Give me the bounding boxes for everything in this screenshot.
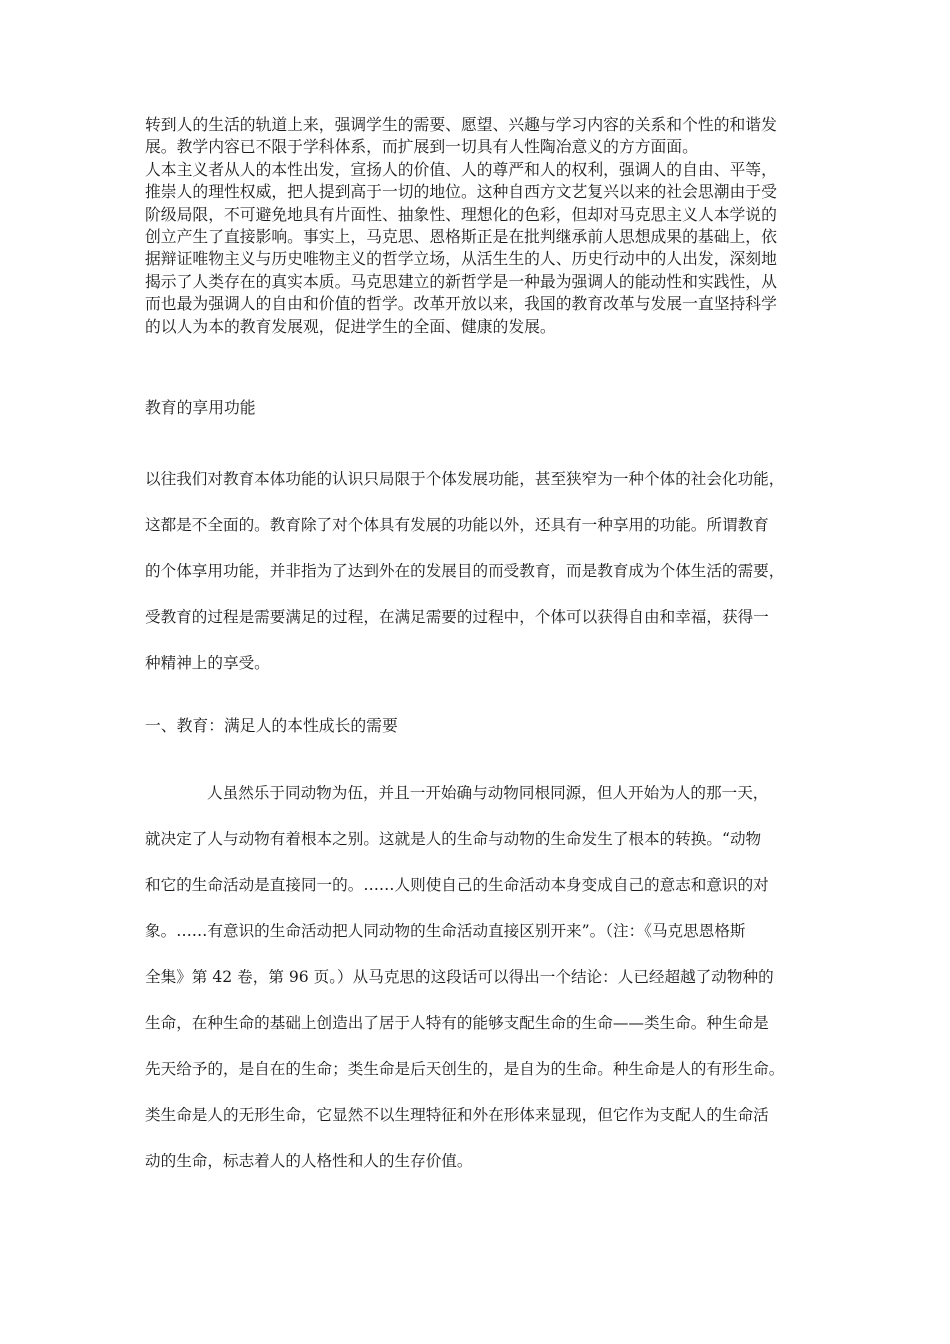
text-line: 受教育的过程是需要满足的过程，在满足需要的过程中，个体可以获得自由和幸福，获得一	[145, 608, 769, 626]
text-line: 的个体享用功能，并非指为了达到外在的发展目的而受教育，而是教育成为个体生活的需要，	[145, 562, 785, 580]
text-line: 展。教学内容已不限于学科体系，而扩展到一切具有人性陶冶意义的方方面面。	[145, 137, 698, 157]
text-line: 创立产生了直接影响。事实上，马克思、恩格斯正是在批判继承前人思想成果的基础上，依	[145, 226, 777, 246]
text-line: 的以人为本的教育发展观，促进学生的全面、健康的发展。	[145, 316, 556, 336]
text-line: 这都是不全面的。教育除了对个体具有发展的功能以外，还具有一种享用的功能。所谓教育	[145, 516, 769, 534]
text-line: 据辩证唯物主义与历史唯物主义的哲学立场，从活生生的人、历史行动中的人出发，深刻地	[145, 249, 777, 269]
text-line: 象。……有意识的生命活动把人同动物的生命活动直接区别开来”。（注：《马克思恩格斯	[145, 922, 746, 940]
text-line: 生命，在种生命的基础上创造出了居于人特有的能够支配生命的生命——类生命。种生命是	[145, 1014, 769, 1032]
paragraph-enjoyment-function	[145, 456, 810, 686]
text-line: 就决定了人与动物有着根本之别。这就是人的生命与动物的生命发生了根本的转换。“动物	[145, 830, 762, 848]
text-line: 种精神上的享受。	[145, 654, 270, 672]
text-line: 动的生命，标志着人的人格性和人的生存价值。	[145, 1152, 473, 1170]
text-line: 转到人的生活的轨道上来，强调学生的需要、愿望、兴趣与学习内容的关系和个性的和谐发	[145, 115, 777, 134]
text-line: 而也最为强调人的自由和价值的哲学。改革开放以来，我国的教育改革与发展一直坚持科学	[145, 294, 777, 314]
text-line: 人本主义者从人的本性出发，宣扬人的价值、人的尊严和人的权利，强调人的自由、平等，	[145, 159, 777, 179]
text-line: 揭示了人类存在的真实本质。马克思建立的新哲学是一种最为强调人的能动性和实践性，从	[145, 271, 777, 291]
paragraph-human-nature	[145, 770, 810, 1184]
text-line: 推崇人的理性权威，把人提到高于一切的地位。这种自西方文艺复兴以来的社会思潮由于受	[145, 182, 777, 202]
text-line: 类生命是人的无形生命，它显然不以生理特征和外在形体来显现，但它作为支配人的生命活	[145, 1106, 769, 1124]
text-line: 和它的生命活动是直接同一的。……人则使自己的生命活动本身变成自己的意志和意识的对	[145, 876, 769, 894]
section-heading-enjoyment: 教育的享用功能	[145, 398, 256, 417]
text-line: 先天给予的，是自在的生命；类生命是后天创生的，是自为的生命。种生命是人的有形生命。	[145, 1060, 785, 1078]
text-line: 以往我们对教育本体功能的认识只局限于个体发展功能，甚至狭窄为一种个体的社会化功能，	[145, 470, 785, 488]
paragraph-humanism	[145, 114, 810, 338]
section-heading-nature: 一、教育：满足人的本性成长的需要	[145, 716, 398, 735]
text-line: 全集》第 42 卷，第 96 页。）从马克思的这段话可以得出一个结论：人已经超越了动物种的	[145, 968, 774, 986]
text-line: 人虽然乐于同动物为伍，并且一开始确与动物同根同源，但人开始为人的那一天，	[207, 784, 769, 802]
text-line: 阶级局限，不可避免地具有片面性、抽象性、理想化的色彩，但却对马克思主义人本学说的	[145, 204, 777, 224]
